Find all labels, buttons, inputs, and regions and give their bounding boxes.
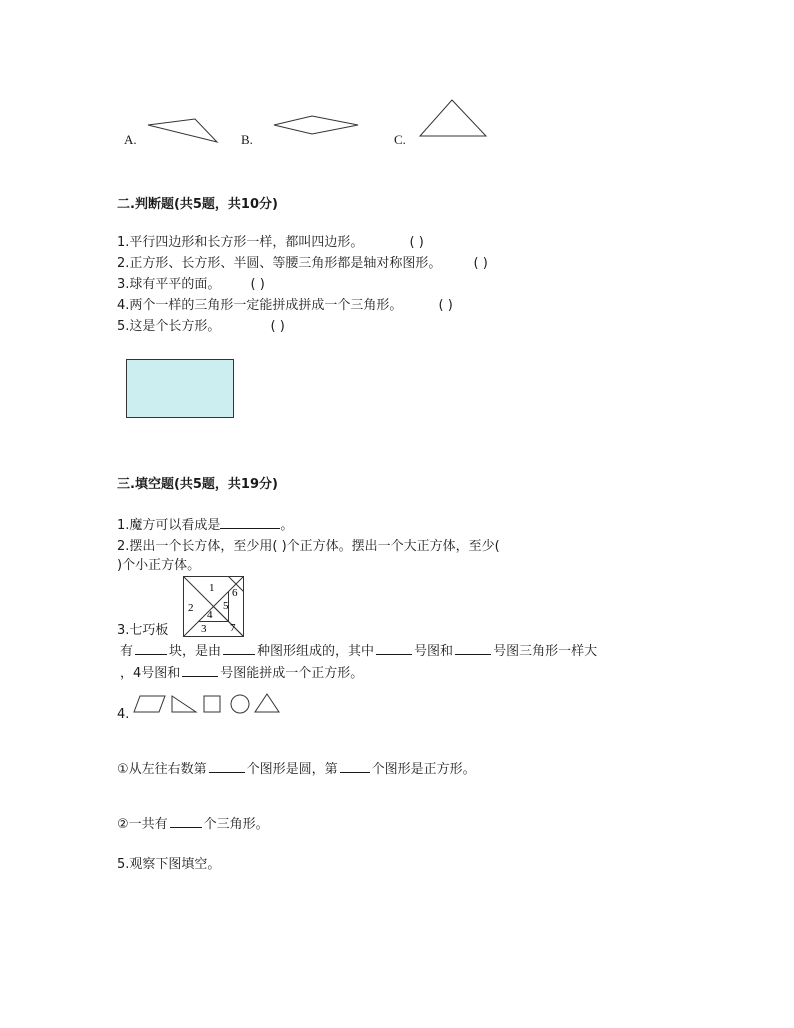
fill-q4-sub2-text-b: 个三角形。 — [203, 817, 269, 832]
judge-item-3 — [117, 276, 265, 294]
tangram-figure — [183, 576, 245, 638]
choice-b-shape — [272, 114, 360, 136]
fill-q4-sub1-text-b: 个图形是圆，第 — [246, 762, 338, 777]
fill-q4-sub1 — [117, 760, 476, 779]
judge-item-2 — [117, 255, 488, 273]
fill-q1-blank[interactable] — [220, 516, 280, 529]
fill-q2-line2: )个小正方体。 — [117, 558, 201, 573]
fill-q1-prefix: 1.魔方可以看成是 — [117, 518, 221, 533]
fill-q3-blank-2[interactable] — [223, 642, 255, 655]
judge-item-3-text: 3.球有平平的面。 — [117, 277, 221, 292]
fill-q2-line1: 2.摆出一个长方体，至少用( )个正方体。摆出一个大正方体，至少( — [117, 539, 500, 554]
section2-title: 二.判断题(共5题，共10分) — [117, 197, 278, 212]
q4-circle-shape — [231, 695, 249, 713]
judge-item-1-bracket[interactable]: ( ) — [409, 235, 424, 250]
fill-q3-label: 3.七巧板 — [117, 623, 169, 638]
fill-q4-blank-1[interactable] — [209, 760, 245, 773]
judge-item-4-bracket[interactable]: ( ) — [438, 298, 453, 313]
tangram-number-1: 1 — [209, 582, 215, 594]
tangram-number-5: 5 — [223, 600, 229, 612]
judge-item-2-text: 2.正方形、长方形、半圆、等腰三角形都是轴对称图形。 — [117, 256, 442, 271]
choice-c-label: C. — [394, 132, 406, 147]
q4-parallelogram-shape — [134, 696, 165, 712]
choice-c-shape — [418, 98, 488, 138]
tangram-number-2: 2 — [188, 602, 194, 614]
judge-item-4-text: 4.两个一样的三角形一定能拼成拼成一个三角形。 — [117, 298, 403, 313]
judge-item-4 — [117, 297, 453, 315]
fill-q3-line1 — [120, 642, 597, 661]
fill-q3-text-e: 号图三角形一样大 — [493, 644, 598, 659]
fill-q4-blank-3[interactable] — [170, 815, 202, 828]
fill-q4-sub1-text-a: ①从左往右数第 — [117, 762, 207, 777]
fill-q5: 5.观察下图填空。 — [117, 857, 221, 872]
q4-triangle-shape — [255, 694, 279, 712]
fill-q4-sub2 — [117, 815, 269, 834]
fill-q4-sub2-text-a: ②一共有 — [117, 817, 168, 832]
fill-q3-blank-5[interactable] — [182, 664, 218, 677]
judge-item-1 — [117, 234, 424, 252]
q4-square-shape — [204, 696, 220, 712]
fill-q3-blank-4[interactable] — [455, 642, 491, 655]
fill-q4-sub1-text-c: 个图形是正方形。 — [371, 762, 476, 777]
choice-b-label: B. — [241, 132, 253, 147]
choice-a-shape — [145, 116, 220, 144]
fill-q3-blank-3[interactable] — [376, 642, 412, 655]
tangram-number-7: 7 — [230, 622, 236, 634]
tangram-number-4: 4 — [207, 609, 213, 621]
choice-a-label: A. — [124, 132, 137, 147]
fill-q1 — [117, 516, 293, 535]
rectangle-figure — [126, 359, 234, 418]
tangram-number-3: 3 — [201, 623, 207, 635]
fill-q3-text-g: 号图能拼成一个正方形。 — [220, 666, 364, 681]
judge-item-1-text: 1.平行四边形和长方形一样，都叫四边形。 — [117, 235, 364, 250]
fill-q3-text-a: 有 — [120, 644, 134, 659]
fill-q3-text-b: 块，是由 — [169, 644, 222, 659]
judge-item-5-bracket[interactable]: ( ) — [270, 319, 285, 334]
fill-q4-blank-2[interactable] — [340, 760, 370, 773]
judge-item-5 — [117, 318, 285, 336]
q4-right-triangle-shape — [172, 696, 196, 712]
tangram-number-6: 6 — [232, 587, 238, 599]
fill-q3-blank-1[interactable] — [135, 642, 167, 655]
fill-q1-suffix: 。 — [280, 518, 294, 533]
judge-item-2-bracket[interactable]: ( ) — [473, 256, 488, 271]
section3-title: 三.填空题(共5题，共19分) — [117, 477, 278, 492]
q4-shapes — [132, 692, 282, 718]
fill-q3-text-f: ，4号图和 — [120, 666, 181, 681]
fill-q3-text-d: 号图和 — [414, 644, 454, 659]
judge-item-5-text: 5.这是个长方形。 — [117, 319, 221, 334]
judge-item-3-bracket[interactable]: ( ) — [250, 277, 265, 292]
fill-q3-line2 — [120, 664, 363, 683]
fill-q4-label: 4. — [117, 707, 130, 722]
fill-q3-text-c: 种图形组成的，其中 — [257, 644, 375, 659]
